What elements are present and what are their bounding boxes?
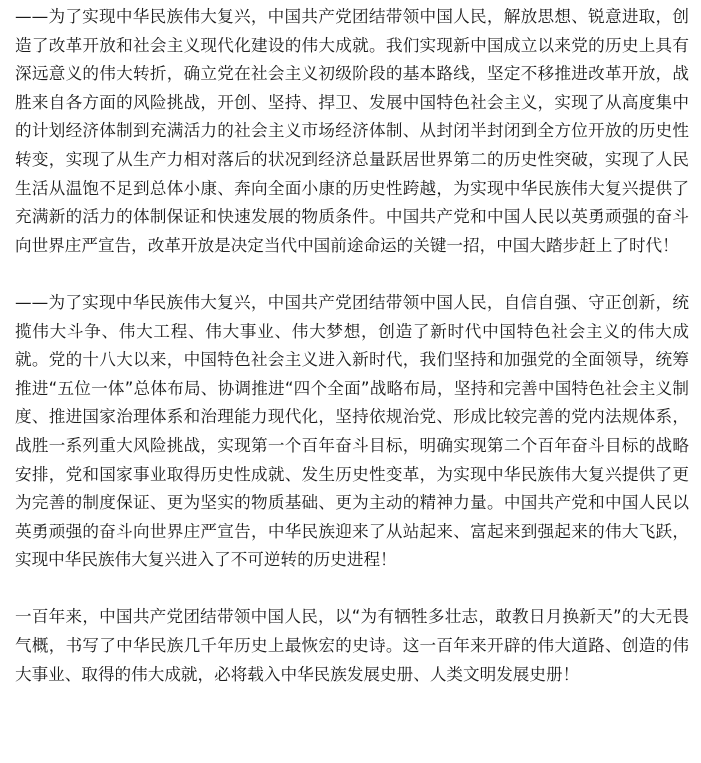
paragraph-reform-opening: ——为了实现中华民族伟大复兴，中国共产党团结带领中国人民，解放思想、锐意进取，创造了改革开放和社会主义现代化建设的伟大成就。我们实现新中国成立以来党的历史上具有深远意义的伟大转折，确立党在社会主义初级阶段的基本路线，坚定不移推进改革开放，战胜来自各方面的风险挑战，开创、坚持、捍卫、发展中国特色社会主义，实现了从高度集中的计划经济体制到充满活力的社会主义市场经济体制、从封闭半封闭到全方位开放的历史性转变，实现了从生产力相对落后的状况到经济总量跃居世界第二的历史性突破，实现了人民生活从温饱不足到总体小康、奔向全面小康的历史性跨越，为实现中华民族伟大复兴提供了充满新的活力的体制保证和快速发展的物质条件。中国共产党和中国人民以英勇顽强的奋斗向世界庄严宣告，改革开放是决定当代中国前途命运的关键一招，中国大踏步赶上了时代！ [15,7,689,255]
paragraph-hundred-years: 一百年来，中国共产党团结带领中国人民，以“为有牺牲多壮志，敢教日月换新天”的大无畏气概，书写了中华民族几千年历史上最恢宏的史诗。这一百年来开辟的伟大道路、创造的伟大事业、取得的伟大成就，必将载入中华民族发展史册、人类文明发展史册！ [15,607,689,684]
article-body [15,3,689,689]
paragraph-new-era: ——为了实现中华民族伟大复兴，中国共产党团结带领中国人民，自信自强、守正创新，统揽伟大斗争、伟大工程、伟大事业、伟大梦想，创造了新时代中国特色社会主义的伟大成就。党的十八大以来，中国特色社会主义进入新时代，我们坚持和加强党的全面领导，统筹推进“五位一体”总体布局、协调推进“四个全面”战略布局，坚持和完善中国特色社会主义制度、推进国家治理体系和治理能力现代化，坚持依规治党、形成比较完善的党内法规体系，战胜一系列重大风险挑战，实现第一个百年奋斗目标，明确实现第二个百年奋斗目标的战略安排，党和国家事业取得历史性成就、发生历史性变革，为实现中华民族伟大复兴提供了更为完善的制度保证、更为坚实的物质基础、更为主动的精神力量。中国共产党和中国人民以英勇顽强的奋斗向世界庄严宣告，中华民族迎来了从站起来、富起来到强起来的伟大飞跃，实现中华民族伟大复兴进入了不可逆转的历史进程！ [15,292,689,570]
